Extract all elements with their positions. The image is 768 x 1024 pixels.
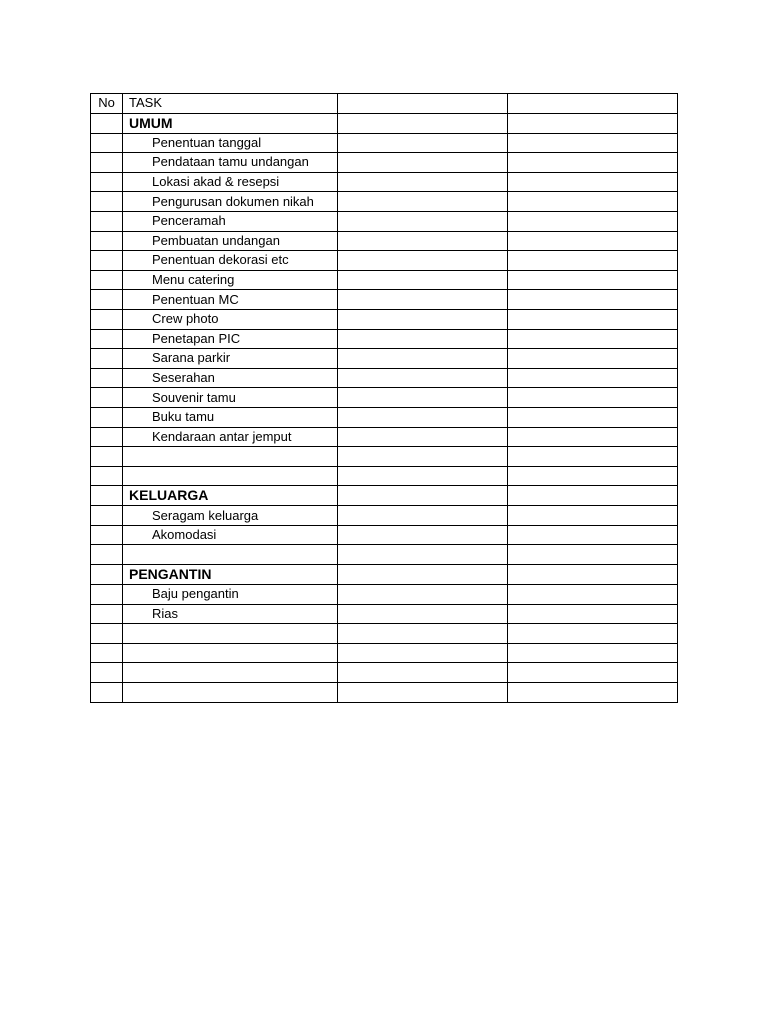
task-cell <box>123 153 338 173</box>
section-row <box>91 565 678 585</box>
empty-cell <box>508 172 678 192</box>
task-label: Akomodasi <box>152 527 217 543</box>
no-column-header: No <box>91 94 123 114</box>
empty-cell <box>508 192 678 212</box>
task-label: Seserahan <box>152 370 215 386</box>
no-cell <box>91 407 123 427</box>
task-row <box>91 192 678 212</box>
task-label: Penceramah <box>152 213 226 229</box>
no-cell <box>91 211 123 231</box>
no-cell <box>91 624 123 644</box>
empty-cell <box>338 309 508 329</box>
task-row <box>91 211 678 231</box>
no-cell <box>91 368 123 388</box>
task-table-body <box>91 94 678 703</box>
task-row <box>91 407 678 427</box>
task-label: Penetapan PIC <box>152 330 241 346</box>
empty-cell <box>338 447 508 467</box>
task-label: Menu catering <box>152 272 235 288</box>
empty-cell <box>508 585 678 605</box>
empty-cell <box>338 290 508 310</box>
task-cell <box>123 388 338 408</box>
task-row <box>91 153 678 173</box>
empty-cell <box>338 388 508 408</box>
task-row <box>91 309 678 329</box>
empty-cell <box>508 486 678 506</box>
empty-cell <box>338 506 508 526</box>
column-4-header <box>508 94 678 114</box>
empty-cell <box>338 153 508 173</box>
empty-cell <box>508 309 678 329</box>
empty-cell <box>338 172 508 192</box>
blank-row <box>91 624 678 644</box>
task-cell <box>123 525 338 545</box>
empty-cell <box>338 211 508 231</box>
empty-cell <box>338 565 508 585</box>
no-cell <box>91 309 123 329</box>
empty-cell <box>338 270 508 290</box>
empty-cell <box>508 466 678 486</box>
task-cell <box>123 349 338 369</box>
empty-cell <box>338 585 508 605</box>
task-cell <box>123 329 338 349</box>
task-row <box>91 290 678 310</box>
no-cell <box>91 545 123 565</box>
task-row <box>91 172 678 192</box>
no-cell <box>91 585 123 605</box>
empty-cell <box>338 407 508 427</box>
task-cell <box>123 270 338 290</box>
task-label: Kendaraan antar jemput <box>152 428 292 444</box>
task-row <box>91 251 678 271</box>
section-heading <box>123 486 338 506</box>
task-cell <box>123 133 338 153</box>
task-label: Pembuatan undangan <box>152 232 280 248</box>
no-cell <box>91 565 123 585</box>
task-cell <box>123 368 338 388</box>
task-cell <box>123 251 338 271</box>
no-cell <box>91 290 123 310</box>
blank-row <box>91 545 678 565</box>
task-label: Seragam keluarga <box>152 507 259 523</box>
empty-cell <box>338 643 508 663</box>
blank-row <box>91 643 678 663</box>
empty-cell <box>508 329 678 349</box>
empty-cell <box>508 388 678 408</box>
empty-cell <box>508 604 678 624</box>
no-cell <box>91 643 123 663</box>
task-row <box>91 388 678 408</box>
no-cell <box>91 270 123 290</box>
no-cell <box>91 427 123 447</box>
task-label: Pendataan tamu undangan <box>152 154 309 170</box>
blank-row <box>91 663 678 683</box>
empty-cell <box>508 506 678 526</box>
empty-cell <box>508 447 678 467</box>
empty-cell <box>338 368 508 388</box>
task-row <box>91 525 678 545</box>
task-row <box>91 427 678 447</box>
task-label: Penentuan dekorasi etc <box>152 252 289 268</box>
empty-cell <box>508 251 678 271</box>
empty-cell <box>338 624 508 644</box>
empty-cell <box>508 368 678 388</box>
task-cell <box>123 643 338 663</box>
task-cell <box>123 172 338 192</box>
task-label: Penentuan MC <box>152 291 239 307</box>
no-cell <box>91 192 123 212</box>
section-heading <box>123 113 338 133</box>
task-label: Souvenir tamu <box>152 389 236 405</box>
task-row <box>91 585 678 605</box>
section-label: KELUARGA <box>129 487 209 504</box>
no-cell <box>91 486 123 506</box>
task-cell <box>123 407 338 427</box>
empty-cell <box>508 565 678 585</box>
empty-cell <box>338 604 508 624</box>
section-label: UMUM <box>129 114 173 131</box>
empty-cell <box>338 663 508 683</box>
task-cell <box>123 585 338 605</box>
empty-cell <box>338 486 508 506</box>
section-heading <box>123 565 338 585</box>
task-label: Penentuan tanggal <box>152 134 262 150</box>
task-cell <box>123 427 338 447</box>
no-cell <box>91 663 123 683</box>
empty-cell <box>508 525 678 545</box>
task-row <box>91 349 678 369</box>
empty-cell <box>338 525 508 545</box>
section-row <box>91 113 678 133</box>
no-cell <box>91 604 123 624</box>
task-table <box>90 93 678 703</box>
empty-cell <box>508 407 678 427</box>
empty-cell <box>338 683 508 703</box>
task-label: Buku tamu <box>152 409 215 425</box>
task-cell <box>123 211 338 231</box>
task-label: Pengurusan dokumen nikah <box>152 193 314 209</box>
empty-cell <box>508 113 678 133</box>
empty-cell <box>338 545 508 565</box>
empty-cell <box>338 466 508 486</box>
task-cell <box>123 683 338 703</box>
empty-cell <box>508 643 678 663</box>
blank-row <box>91 466 678 486</box>
task-cell <box>123 447 338 467</box>
task-row <box>91 368 678 388</box>
empty-cell <box>338 113 508 133</box>
no-cell <box>91 466 123 486</box>
task-cell <box>123 290 338 310</box>
task-row <box>91 133 678 153</box>
empty-cell <box>508 427 678 447</box>
empty-cell <box>508 153 678 173</box>
empty-cell <box>338 427 508 447</box>
task-row <box>91 604 678 624</box>
empty-cell <box>508 270 678 290</box>
no-cell <box>91 525 123 545</box>
no-cell <box>91 349 123 369</box>
empty-cell <box>508 133 678 153</box>
empty-cell <box>508 663 678 683</box>
no-cell <box>91 153 123 173</box>
task-cell <box>123 192 338 212</box>
task-label: Sarana parkir <box>152 350 231 366</box>
empty-cell <box>338 231 508 251</box>
task-cell <box>123 506 338 526</box>
empty-cell <box>508 231 678 251</box>
task-column-header: TASK <box>123 94 338 114</box>
task-label: Rias <box>152 605 179 621</box>
empty-cell <box>508 624 678 644</box>
no-cell <box>91 251 123 271</box>
no-cell <box>91 447 123 467</box>
task-label: Baju pengantin <box>152 586 239 602</box>
empty-cell <box>338 251 508 271</box>
task-row <box>91 506 678 526</box>
no-cell <box>91 388 123 408</box>
empty-cell <box>508 683 678 703</box>
task-cell <box>123 466 338 486</box>
no-cell <box>91 329 123 349</box>
empty-cell <box>508 545 678 565</box>
no-cell <box>91 231 123 251</box>
task-cell <box>123 231 338 251</box>
no-cell <box>91 683 123 703</box>
no-cell <box>91 172 123 192</box>
table-header-row <box>91 94 678 114</box>
empty-cell <box>338 192 508 212</box>
blank-row <box>91 683 678 703</box>
empty-cell <box>338 349 508 369</box>
no-cell <box>91 506 123 526</box>
empty-cell <box>508 349 678 369</box>
task-label: Crew photo <box>152 311 219 327</box>
empty-cell <box>508 211 678 231</box>
empty-cell <box>338 329 508 349</box>
section-label: PENGANTIN <box>129 566 212 583</box>
task-cell <box>123 545 338 565</box>
section-row <box>91 486 678 506</box>
no-cell <box>91 113 123 133</box>
task-cell <box>123 624 338 644</box>
no-cell <box>91 133 123 153</box>
task-row <box>91 270 678 290</box>
empty-cell <box>508 290 678 310</box>
task-cell <box>123 604 338 624</box>
task-cell <box>123 309 338 329</box>
task-label: Lokasi akad & resepsi <box>152 174 280 190</box>
blank-row <box>91 447 678 467</box>
task-row <box>91 231 678 251</box>
empty-cell <box>338 133 508 153</box>
task-cell <box>123 663 338 683</box>
column-3-header <box>338 94 508 114</box>
task-row <box>91 329 678 349</box>
